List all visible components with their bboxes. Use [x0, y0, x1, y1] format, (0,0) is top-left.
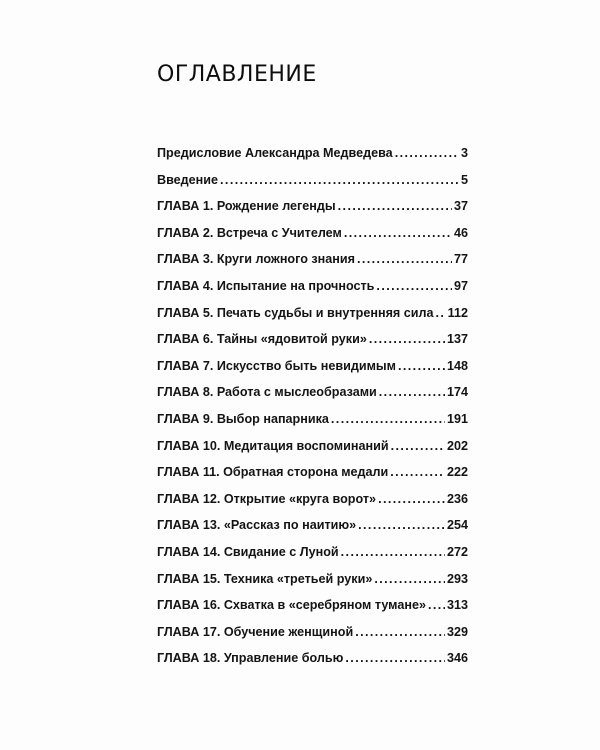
toc-entry [157, 226, 468, 253]
toc-leader-dots [378, 492, 445, 506]
toc-entry-page: 137 [446, 332, 468, 347]
toc-entry-label: ГЛАВА 12. Открытие «круга ворот» [157, 491, 377, 506]
toc-entry [157, 598, 468, 625]
toc-leader-dots [357, 252, 452, 266]
toc-entry-page: 236 [446, 491, 468, 506]
toc-entry [157, 439, 468, 466]
toc-entry-label: ГЛАВА 17. Обучение женщиной [157, 624, 354, 639]
toc-entry-page: 191 [446, 411, 468, 426]
toc-entry-page: 174 [446, 385, 468, 400]
toc-entry [157, 545, 468, 572]
toc-entry-label: ГЛАВА 16. Схватка в «серебряном тумане» [157, 598, 426, 613]
toc-entry-page: 346 [446, 651, 468, 666]
toc-entry-label: ГЛАВА 13. «Рассказ по наитию» [157, 518, 357, 533]
toc-leader-dots [345, 651, 445, 665]
toc-entry-page: 77 [453, 252, 468, 267]
toc-entry-label: ГЛАВА 7. Искусство быть невидимым [157, 358, 396, 373]
toc-leader-dots [369, 332, 445, 346]
toc-entry-label: ГЛАВА 8. Работа с мыслеобразами [157, 385, 377, 400]
toc-entry [157, 492, 468, 519]
toc-entry-page: 254 [446, 518, 468, 533]
toc-entry-label: ГЛАВА 5. Печать судьбы и внутренняя сила [157, 305, 434, 320]
toc-entry [157, 306, 468, 333]
toc-leader-dots [341, 545, 445, 559]
toc-entry [157, 465, 468, 492]
toc-entry [157, 279, 468, 306]
toc-entry-page: 329 [446, 624, 468, 639]
toc-entry [157, 199, 468, 226]
toc-leader-dots [374, 572, 445, 586]
toc-entry-label: ГЛАВА 2. Встреча с Учителем [157, 225, 342, 240]
toc-leader-dots [379, 385, 445, 399]
toc-leader-dots [390, 465, 445, 479]
toc-entry-label: ГЛАВА 15. Техника «третьей руки» [157, 571, 373, 586]
toc-entry [157, 651, 468, 678]
toc-leader-dots [344, 226, 452, 240]
toc-leader-dots [398, 359, 445, 373]
toc-entry-label: Введение [157, 172, 219, 187]
toc-entry-label: ГЛАВА 1. Рождение легенды [157, 199, 336, 214]
toc-entry [157, 252, 468, 279]
toc-entry [157, 385, 468, 412]
toc-entry-page: 112 [447, 305, 468, 320]
toc-entry [157, 518, 468, 545]
toc-entry [157, 332, 468, 359]
toc-entry-label: ГЛАВА 18. Управление болью [157, 651, 344, 666]
toc-entry-label: Предисловие Александра Медведева [157, 146, 393, 160]
toc-leader-dots [395, 146, 459, 160]
toc-entry [157, 625, 468, 652]
toc-entry-label: ГЛАВА 3. Круги ложного знания [157, 252, 355, 267]
toc-entry-label: ГЛАВА 4. Испытание на прочность [157, 278, 375, 293]
toc-leader-dots [376, 279, 452, 293]
toc-leader-dots [331, 412, 445, 426]
toc-entry [157, 146, 468, 173]
toc-entry-page: 202 [446, 438, 468, 453]
page-title: ОГЛАВЛЕНИЕ [157, 62, 317, 87]
toc-entry-page: 5 [460, 172, 468, 187]
toc-entry [157, 572, 468, 599]
toc-leader-dots [220, 173, 459, 187]
toc-entry [157, 173, 468, 200]
toc-entry-page: 272 [446, 544, 468, 559]
toc-leader-dots [391, 439, 445, 453]
toc-leader-dots [338, 199, 452, 213]
toc-entry-page: 293 [446, 571, 468, 586]
toc-leader-dots [428, 598, 445, 612]
toc-leader-dots [355, 625, 445, 639]
toc-entry-label: ГЛАВА 9. Выбор напарника [157, 411, 329, 426]
toc-leader-dots [358, 518, 445, 532]
toc-entry-label: ГЛАВА 14. Свидание с Луной [157, 544, 339, 559]
toc-entry-page: 97 [453, 278, 468, 293]
toc-entry-page: 313 [446, 598, 468, 613]
toc-entry-page: 37 [453, 199, 468, 214]
toc-entry-label: ГЛАВА 10. Медитация воспоминаний [157, 438, 389, 453]
table-of-contents [157, 146, 468, 678]
toc-leader-dots [436, 306, 446, 320]
toc-entry-page: 3 [460, 146, 468, 160]
toc-entry [157, 412, 468, 439]
toc-entry-page: 222 [446, 465, 468, 480]
toc-entry-page: 46 [453, 225, 468, 240]
toc-entry-page: 148 [446, 358, 468, 373]
toc-entry-label: ГЛАВА 6. Тайны «ядовитой руки» [157, 332, 367, 347]
toc-entry [157, 359, 468, 386]
toc-entry-label: ГЛАВА 11. Обратная сторона медали [157, 465, 389, 480]
